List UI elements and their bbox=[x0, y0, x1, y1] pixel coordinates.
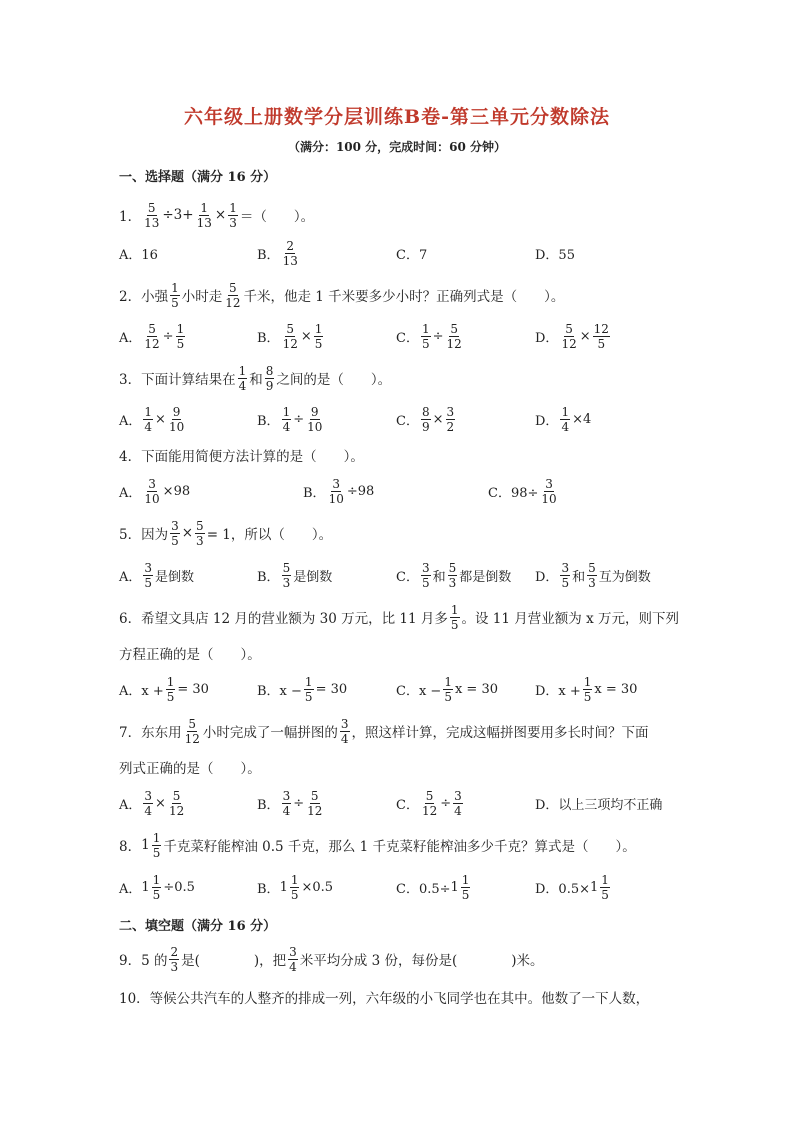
question-9: 9．5 的 $\frac{2}{3}$ 是( )，把 $\frac{3}{4}$ 米平均分成 3 份，每份是( )米。 bbox=[119, 944, 544, 974]
q6-option-a[interactable]: A．x + $\frac{1}{5}$ = 30 bbox=[119, 674, 209, 704]
q3-option-d[interactable]: D． $\frac{1}{4}$ ×4 bbox=[535, 404, 592, 434]
q8-option-d[interactable]: D．0.5× 1 $\frac{1}{5}$ bbox=[535, 872, 609, 902]
question-6: 6．希望文具店 12 月的营业额为 30 万元，比 11 月多 $\frac{1}{5}$ 。设 11 月营业额为 x 万元，则下列 bbox=[119, 602, 679, 632]
question-10: 10．等候公共汽车的人整齐的排成一列，六年级的小飞同学也在其中。他数了一下人数， bbox=[119, 991, 650, 1007]
fraction: $\frac{5}{13}$ bbox=[144, 200, 160, 230]
section-heading-fill: 二、填空题（满分 16 分） bbox=[119, 919, 277, 934]
q5-option-c[interactable]: C． $\frac{3}{5}$ 和 $\frac{5}{3}$ 都是倒数 bbox=[396, 560, 512, 590]
q2-option-d[interactable]: D． $\frac{5}{12}$ × $\frac{12}{5}$ bbox=[535, 321, 609, 351]
q5-option-d[interactable]: D． $\frac{3}{5}$ 和 $\frac{5}{3}$ 互为倒数 bbox=[535, 560, 651, 590]
question-2: 2．小强 $\frac{1}{5}$ 小时走 $\frac{5}{12}$ 千米，他走 1 千米要多少小时？正确列式是（ ）。 bbox=[119, 280, 565, 310]
question-3: 3．下面计算结果在 $\frac{1}{4}$ 和 $\frac{8}{9}$ 之间的是（ ）。 bbox=[119, 363, 392, 393]
fraction: $\frac{1}{3}$ bbox=[229, 200, 237, 230]
question-6-line-2: 方程正确的是（ ）。 bbox=[119, 647, 261, 663]
q6-option-c[interactable]: C．x − $\frac{1}{5}$ x = 30 bbox=[396, 674, 498, 704]
q3-option-c[interactable]: C． $\frac{8}{9}$ × $\frac{3}{2}$ bbox=[396, 404, 455, 434]
q6-option-d[interactable]: D．x + $\frac{1}{5}$ x = 30 bbox=[535, 674, 638, 704]
q7-option-b[interactable]: B． $\frac{3}{4}$ ÷ $\frac{5}{12}$ bbox=[257, 788, 323, 818]
q5-option-a[interactable]: A． $\frac{3}{5}$ 是倒数 bbox=[119, 560, 195, 590]
q4-option-a[interactable]: A． $\frac{3}{10}$ ×98 bbox=[119, 476, 191, 506]
q3-option-a[interactable]: A． $\frac{1}{4}$ × $\frac{9}{10}$ bbox=[119, 404, 185, 434]
question-8: 8． 1 $\frac{1}{5}$ 千克菜籽能榨油 0.5 千克，那么 1 千克菜籽能榨油多少千克？算式是（ ）。 bbox=[119, 830, 636, 860]
question-1: 1． $\frac{5}{13}$ ÷3+ $\frac{1}{13}$ × $\frac{1}{3}$ ＝（ ）。 bbox=[119, 200, 315, 230]
q6-option-b[interactable]: B．x − $\frac{1}{5}$ = 30 bbox=[257, 674, 348, 704]
q1-option-a[interactable]: A．16 bbox=[119, 247, 158, 263]
q2-option-c[interactable]: C． $\frac{1}{5}$ ÷ $\frac{5}{12}$ bbox=[396, 321, 462, 351]
q1-option-b[interactable]: B． $\frac{2}{13}$ bbox=[257, 238, 298, 268]
q2-option-a[interactable]: A． $\frac{5}{12}$ ÷ $\frac{1}{5}$ bbox=[119, 321, 185, 351]
q8-option-c[interactable]: C．0.5÷ 1 $\frac{1}{5}$ bbox=[396, 872, 470, 902]
q8-option-b[interactable]: B． 1 $\frac{1}{5}$ ×0.5 bbox=[257, 872, 334, 902]
q7-option-d[interactable]: D．以上三项均不正确 bbox=[535, 797, 663, 813]
page-title: 六年级上册数学分层训练B卷-第三单元分数除法 bbox=[184, 106, 610, 128]
section-heading-choice: 一、选择题（满分 16 分） bbox=[119, 170, 277, 185]
question-7-line-2: 列式正确的是（ ）。 bbox=[119, 761, 261, 777]
q7-option-a[interactable]: A． $\frac{3}{4}$ × $\frac{5}{12}$ bbox=[119, 788, 185, 818]
q3-option-b[interactable]: B． $\frac{1}{4}$ ÷ $\frac{9}{10}$ bbox=[257, 404, 323, 434]
question-4: 4．下面能用简便方法计算的是（ ）。 bbox=[119, 449, 364, 465]
q1-option-c[interactable]: C．7 bbox=[396, 247, 428, 263]
question-5: 5．因为 $\frac{3}{5}$ × $\frac{5}{3}$ = 1，所以（ ）。 bbox=[119, 518, 333, 548]
question-7: 7．东东用 $\frac{5}{12}$ 小时完成了一幅拼图的 $\frac{3}{4}$ ，照这样计算，完成这幅拼图要用多长时间？下面 bbox=[119, 716, 649, 746]
q8-option-a[interactable]: A． 1 $\frac{1}{5}$ ÷0.5 bbox=[119, 872, 195, 902]
q5-option-b[interactable]: B． $\frac{5}{3}$ 是倒数 bbox=[257, 560, 333, 590]
page-subtitle: （满分：100 分，完成时间：60 分钟） bbox=[287, 140, 507, 154]
q7-option-c[interactable]: C． $\frac{5}{12}$ ÷ $\frac{3}{4}$ bbox=[396, 788, 462, 818]
q4-option-b[interactable]: B． $\frac{3}{10}$ ÷98 bbox=[303, 476, 375, 506]
fraction: $\frac{1}{13}$ bbox=[196, 200, 212, 230]
q2-option-b[interactable]: B． $\frac{5}{12}$ × $\frac{1}{5}$ bbox=[257, 321, 323, 351]
q4-option-c[interactable]: C．98÷ $\frac{3}{10}$ bbox=[488, 476, 557, 506]
q1-option-d[interactable]: D．55 bbox=[535, 247, 575, 263]
